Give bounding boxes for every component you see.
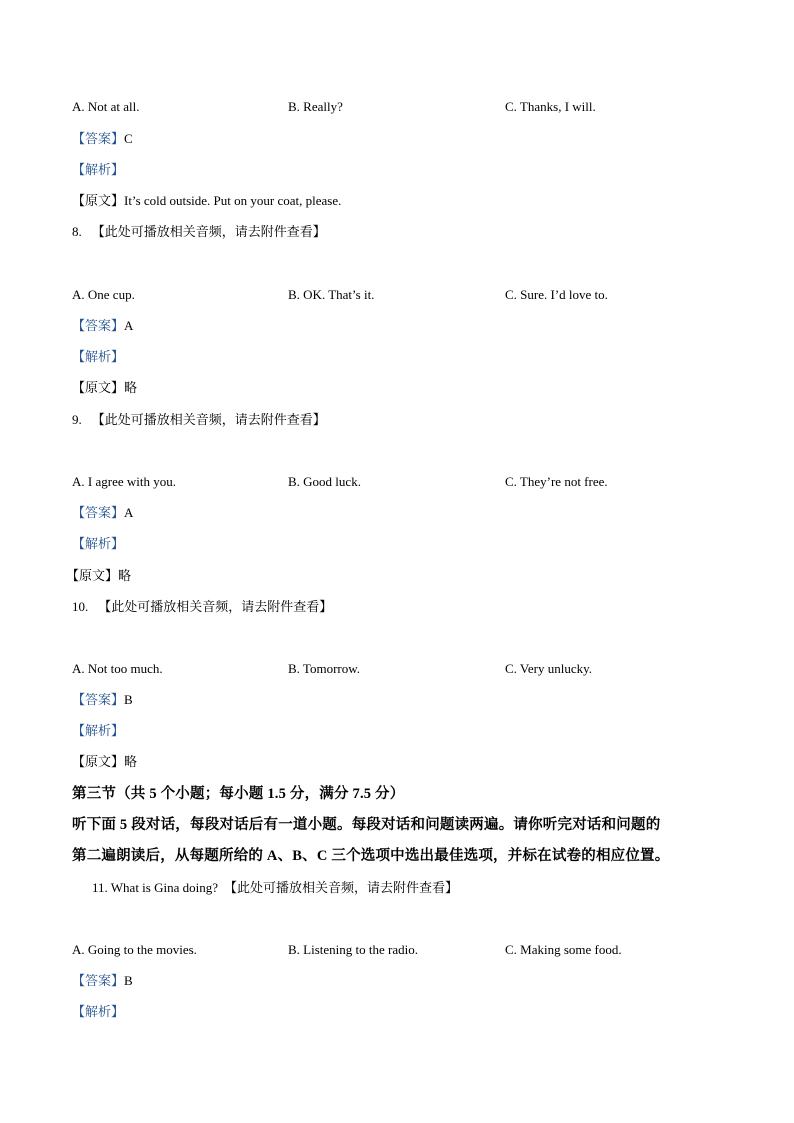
q11-option-a: A. Going to the movies. — [72, 942, 197, 957]
q8-stem — [72, 223, 326, 241]
q10-analysis — [72, 722, 124, 740]
q9-analysis — [72, 535, 124, 553]
answer-value: B — [124, 973, 133, 988]
question-text: 11. What is Gina doing? — [92, 880, 219, 895]
question-number: 8. — [72, 224, 82, 239]
audio-prompt: 【此处可播放相关音频，请去附件查看】 — [224, 880, 459, 895]
q7-original — [72, 192, 341, 210]
q11-option-b: B. Listening to the radio. — [288, 942, 418, 957]
q11-option-c: C. Making some food. — [505, 942, 622, 957]
analysis-label: 【解析】 — [72, 349, 125, 364]
q8-analysis — [72, 348, 124, 366]
original-label: 【原文】 — [72, 380, 125, 395]
answer-label: 【答案】 — [72, 131, 125, 146]
q11-stem — [92, 879, 458, 897]
answer-value: A — [124, 505, 134, 520]
q11-answer — [72, 972, 133, 990]
q7-option-c: C. Thanks, I will. — [505, 99, 596, 114]
analysis-label: 【解析】 — [72, 536, 125, 551]
analysis-label: 【解析】 — [72, 1004, 125, 1019]
answer-label: 【答案】 — [72, 692, 125, 707]
q9-stem — [72, 411, 326, 429]
q7-analysis — [72, 161, 124, 179]
section3-instructions-line1: 听下面 5 段对话，每段对话后有一道小题。每段对话和问题读两遍。请你听完对话和问题的 — [72, 817, 661, 833]
section3-instructions-line2: 第二遍朗读后，从每题所给的 A、B、C 三个选项中选出最佳选项，并标在试卷的相应位置。 — [72, 848, 670, 864]
q9-original — [66, 567, 131, 585]
original-label: 【原文】 — [66, 568, 119, 583]
original-text: 略 — [118, 568, 132, 583]
answer-label: 【答案】 — [72, 973, 125, 988]
q11-analysis — [72, 1003, 124, 1021]
question-number: 9. — [72, 412, 82, 427]
original-label: 【原文】 — [72, 754, 125, 769]
q9-option-b: B. Good luck. — [288, 474, 361, 489]
audio-prompt: 【此处可播放相关音频，请去附件查看】 — [91, 412, 326, 427]
answer-value: C — [124, 131, 133, 146]
q9-option-a: A. I agree with you. — [72, 474, 176, 489]
analysis-label: 【解析】 — [72, 723, 125, 738]
q7-option-a: A. Not at all. — [72, 99, 140, 114]
q8-answer — [72, 317, 133, 335]
q10-option-a: A. Not too much. — [72, 661, 163, 676]
q8-option-a: A. One cup. — [72, 287, 135, 302]
answer-value: B — [124, 692, 133, 707]
q8-option-b: B. OK. That’s it. — [288, 287, 375, 302]
analysis-label: 【解析】 — [72, 162, 125, 177]
original-text: It’s cold outside. Put on your coat, please. — [124, 193, 342, 208]
q7-option-b: B. Really? — [288, 99, 343, 114]
q8-option-c: C. Sure. I’d love to. — [505, 287, 608, 302]
q10-answer — [72, 691, 133, 709]
audio-prompt: 【此处可播放相关音频，请去附件查看】 — [98, 599, 333, 614]
answer-label: 【答案】 — [72, 318, 125, 333]
q10-option-b: B. Tomorrow. — [288, 661, 361, 676]
q10-option-c: C. Very unlucky. — [505, 661, 593, 676]
original-label: 【原文】 — [72, 193, 125, 208]
audio-prompt: 【此处可播放相关音频，请去附件查看】 — [91, 224, 326, 239]
original-text: 略 — [124, 754, 138, 769]
q8-original — [72, 379, 137, 397]
q10-stem — [72, 598, 332, 616]
q10-original — [72, 753, 137, 771]
section3-heading: 第三节（共 5 个小题；每小题 1.5 分，满分 7.5 分） — [72, 786, 405, 802]
original-text: 略 — [124, 380, 138, 395]
question-number: 10. — [72, 599, 89, 614]
q9-answer — [72, 504, 133, 522]
answer-label: 【答案】 — [72, 505, 125, 520]
q7-answer — [72, 130, 133, 148]
q9-option-c: C. They’re not free. — [505, 474, 608, 489]
answer-value: A — [124, 318, 134, 333]
